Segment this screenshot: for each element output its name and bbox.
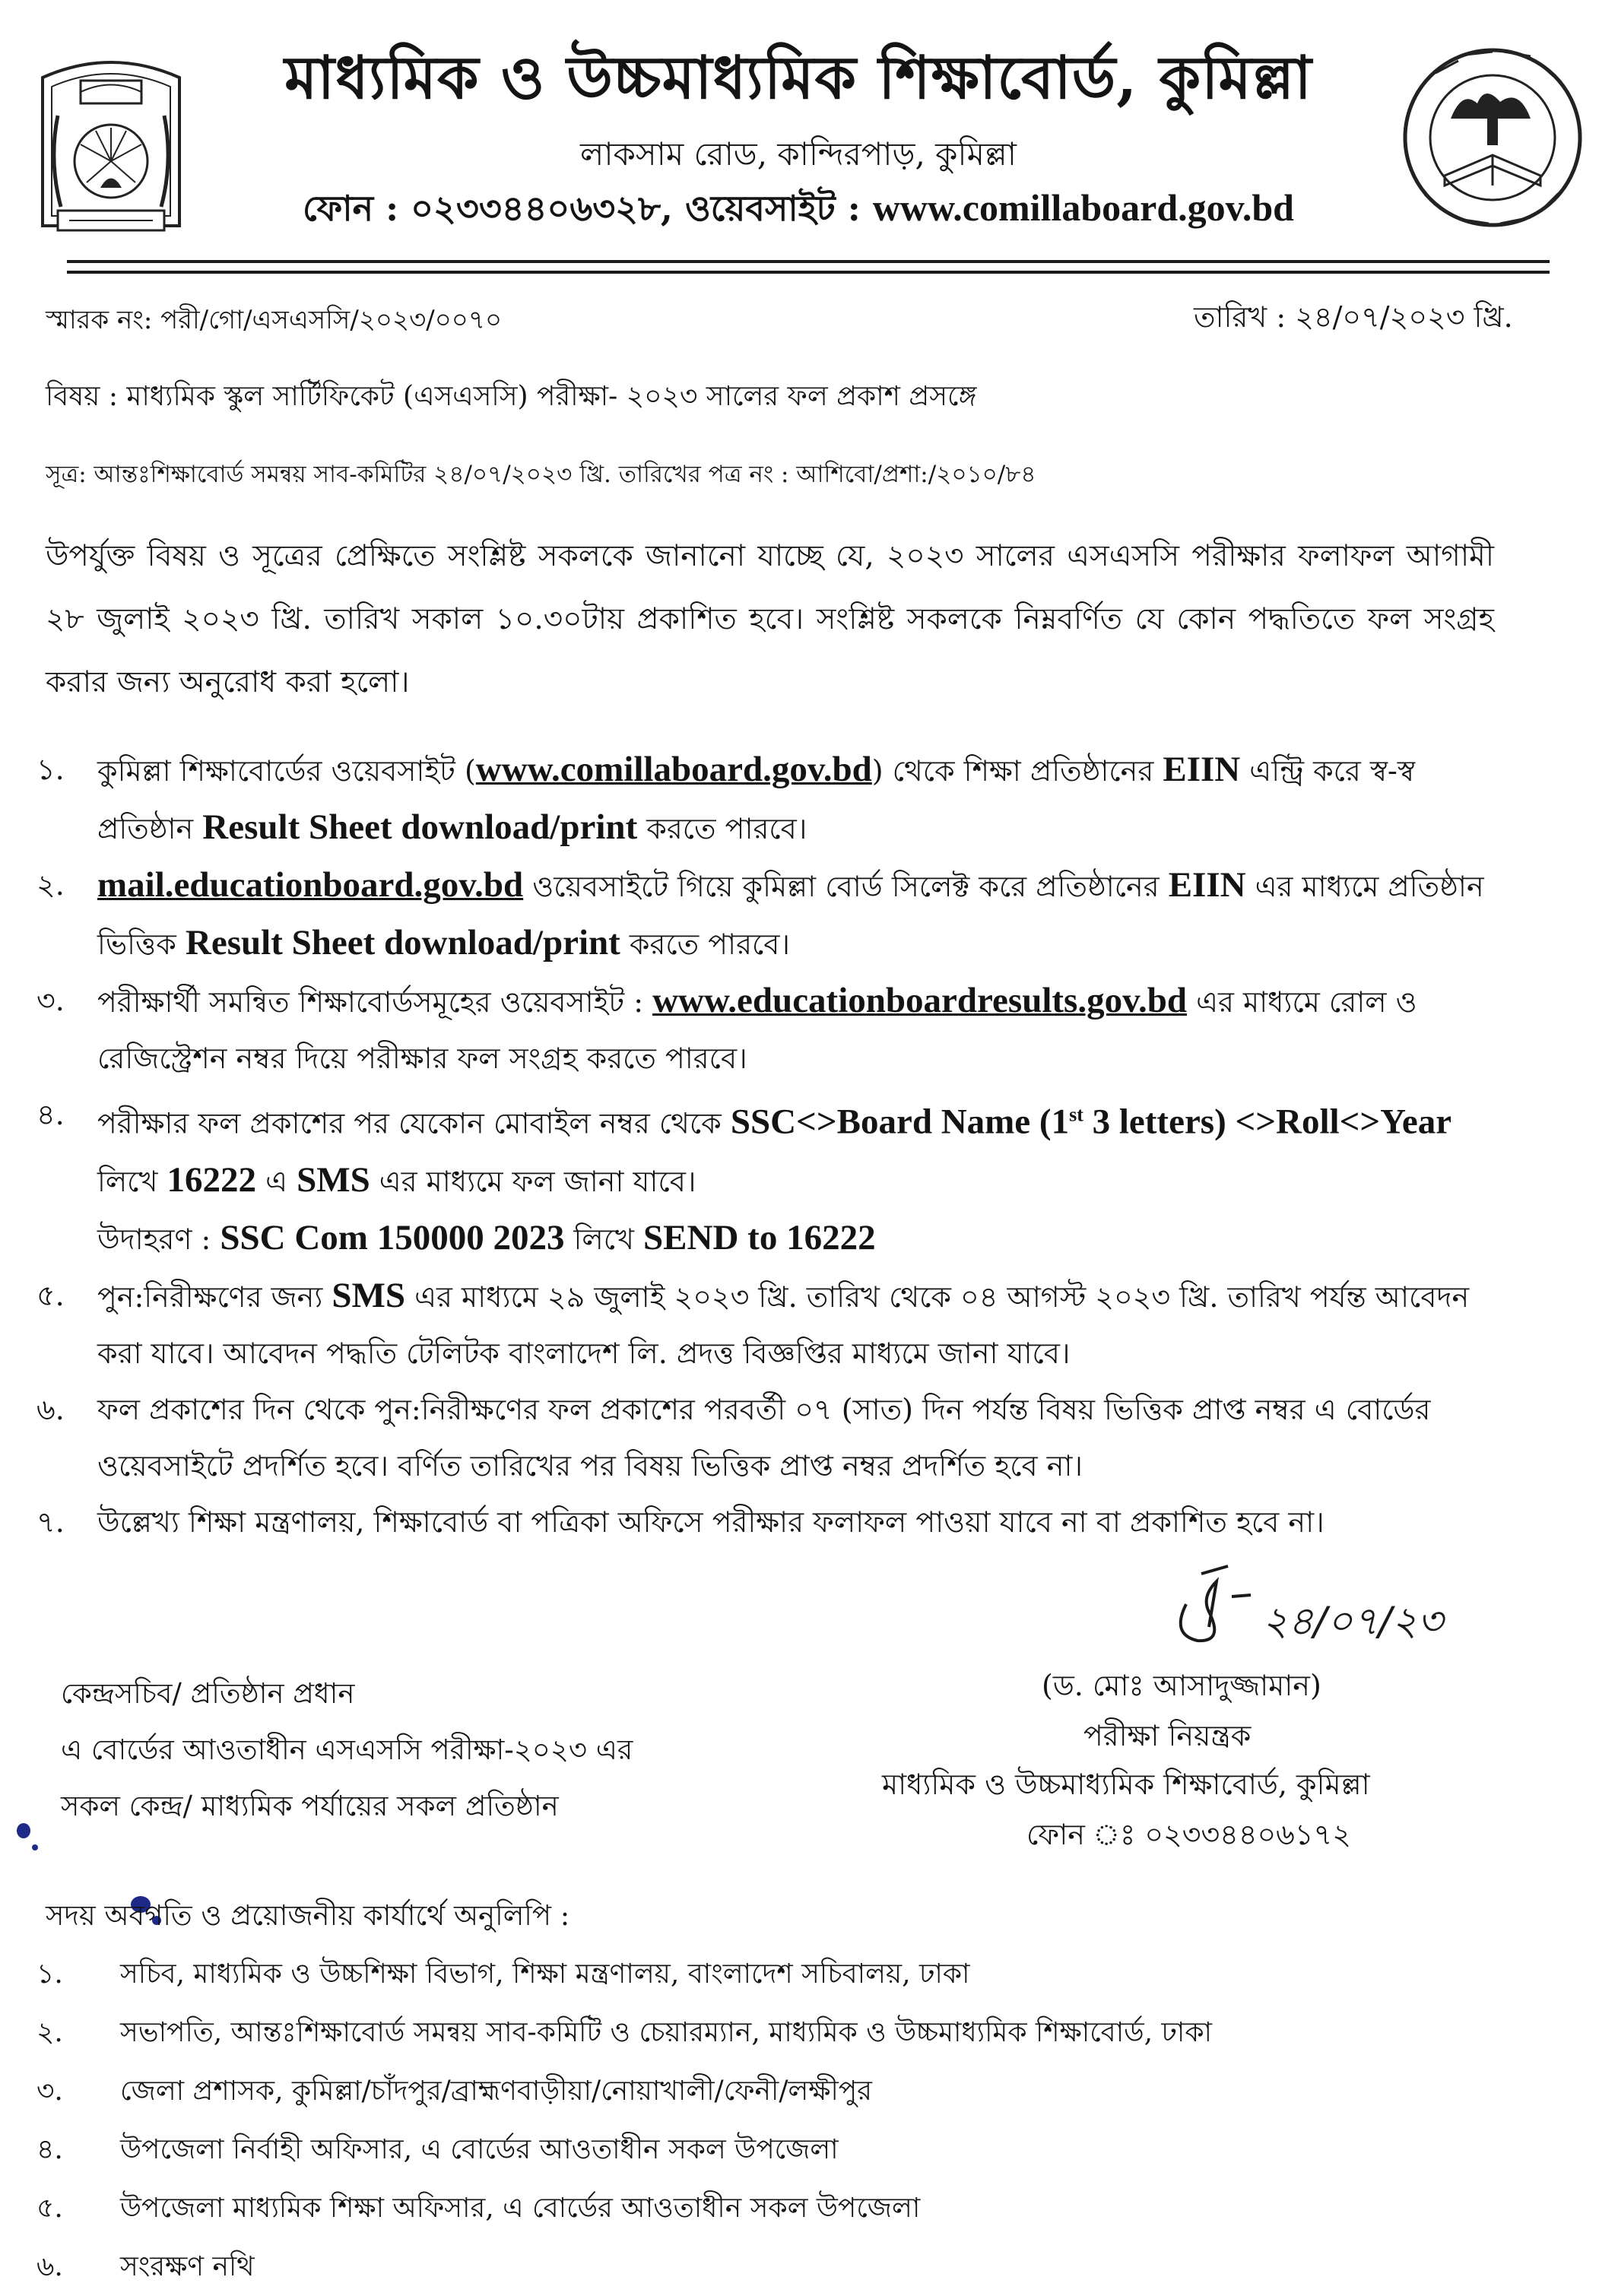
cc-number: ৬. <box>36 2251 63 2282</box>
sms-label: SMS <box>297 1159 370 1200</box>
sms-format-part: SSC<>Board Name (1 <box>730 1102 1070 1142</box>
cc-heading: সদয় অবগতি ও প্রয়োজনীয় কার্যার্থে অনুলিপি : <box>46 1899 570 1932</box>
commemorative-seal-icon <box>1398 43 1588 233</box>
cc-text: উপজেলা নির্বাহী অফিসার, এ বোর্ডের আওতাধীন সকল উপজেলা <box>120 2134 839 2165</box>
item-text: এর মাধ্যমে ফল জানা যাবে। <box>370 1164 696 1198</box>
cc-item <box>36 2003 1527 2062</box>
eiin-label: EIIN <box>1168 865 1246 905</box>
cc-number: ৫. <box>36 2193 63 2224</box>
example-send: SEND to 16222 <box>643 1217 876 1257</box>
list-item <box>36 1381 1500 1494</box>
list-number: ৪. <box>36 1098 65 1131</box>
item-text: পুন:নিরীক্ষণের জন্য <box>97 1280 332 1314</box>
cc-item <box>36 1945 1527 2003</box>
results-website-link[interactable]: www.educationboardresults.gov.bd <box>652 981 1188 1020</box>
ink-spot <box>32 1844 38 1850</box>
cc-number: ৩. <box>36 2076 63 2107</box>
example-sms: SSC Com 150000 2023 <box>220 1217 565 1257</box>
cc-number: ৪. <box>36 2134 63 2165</box>
cc-text: সংরক্ষণ নথি <box>120 2251 255 2282</box>
item-text: ফল প্রকাশের দিন থেকে পুন:নিরীক্ষণের ফল প্রকাশের পরবর্তী ০৭ (সাত) দিন পর্যন্ত বিষয় ভিত্তিক প্রাপ্ত নম্বর এ বোর্ডের ওয়েবসাইটে প্রদর্শিত হবে। বর্ণিত তারিখের পর বিষয় ভিত্তিক প্রাপ্ত নম্বর প্রদর্শিত হবে না। <box>97 1392 1431 1483</box>
list-item <box>36 972 1500 1086</box>
header-divider-top <box>67 260 1550 263</box>
board-crest-icon <box>27 55 195 245</box>
cc-text: উপজেলা মাধ্যমিক শিক্ষা অফিসার, এ বোর্ডের আওতাধীন সকল উপজেলা <box>120 2193 921 2224</box>
intro-paragraph: উপর্যুক্ত বিষয় ও সূত্রের প্রেক্ষিতে সংশ্লিষ্ট সকলকে জানানো যাচ্ছে যে, ২০২৩ সালের এসএসসি পরীক্ষার ফলাফল আগামী ২৮ জুলাই ২০২৩ খ্রি. তারিখ সকাল ১০.৩০টায় প্রকাশিত হবে। সংশ্লিষ্ট সকলকে নিম্নবর্ণিত যে কোন পদ্ধতিতে ফল সংগ্রহ করার জন্য অনুরোধ করা হলো। <box>46 539 1494 699</box>
recipient-line: এ বোর্ডের আওতাধীন এসএসসি পরীক্ষা-২০২৩ এর <box>61 1733 633 1766</box>
cc-text: জেলা প্রশাসক, কুমিল্লা/চাঁদপুর/ব্রাহ্মণবাড়ীয়া/নোয়াখালী/ফেনী/লক্ষীপুর <box>120 2076 872 2107</box>
copy-list <box>36 1945 1527 2296</box>
result-sheet-label: Result Sheet download/print <box>202 807 638 847</box>
sms-label: SMS <box>332 1275 406 1315</box>
ink-spot <box>17 1823 30 1838</box>
list-number: ৭. <box>36 1505 65 1539</box>
item-text: করতে পারবে। <box>637 812 807 845</box>
list-item <box>36 1267 1500 1381</box>
instruction-list <box>36 741 1500 1550</box>
signatory-phone: ফোন ঃ ০২৩৩৪৪০৬১৭২ <box>1026 1818 1351 1851</box>
eiin-label: EIIN <box>1163 750 1241 789</box>
result-sheet-label: Result Sheet download/print <box>185 923 620 962</box>
item-text: এন্ট্রি করে স্ব-স্ব প্রতিষ্ঠান <box>97 754 1416 845</box>
item-text: এর মাধ্যমে ২৯ জুলাই ২০২৩ খ্রি. তারিখ থেকে ০৪ আগস্ট ২০২৩ খ্রি. তারিখ পর্যন্ত আবেদন করা যাবে। আবেদন পদ্ধতি টেলিটক বাংলাদেশ লি. প্রদত্ত বিজ্ঞপ্তির মাধ্যমে জানা যাবে। <box>97 1280 1470 1370</box>
cc-item <box>36 2120 1527 2179</box>
mail-board-link[interactable]: mail.educationboard.gov.bd <box>97 865 524 905</box>
signatory-board: মাধ্যমিক ও উচ্চমাধ্যমিক শিক্ষাবোর্ড, কুমিল্লা <box>882 1768 1370 1801</box>
item-text: এ <box>256 1164 297 1198</box>
item-text: ওয়েবসাইটে গিয়ে কুমিল্লা বোর্ড সিলেক্ট করে প্রতিষ্ঠানের <box>523 870 1169 903</box>
list-item <box>36 857 1500 972</box>
board-name-heading: মাধ্যমিক ও উচ্চমাধ্যমিক শিক্ষাবোর্ড, কুমিল্লা <box>284 43 1312 113</box>
memo-number: স্মারক নং: পরী/গো/এসএসসি/২০২৩/০০৭০ <box>46 305 503 335</box>
recipient-line: কেন্দ্রসচিব/ প্রতিষ্ঠান প্রধান <box>61 1677 355 1710</box>
cc-text: সচিব, মাধ্যমিক ও উচ্চশিক্ষা বিভাগ, শিক্ষা মন্ত্রণালয়, বাংলাদেশ সচিবালয়, ঢাকা <box>120 1958 970 1990</box>
list-item <box>36 1086 1500 1267</box>
signatory-name: (ড. মোঃ আসাদুজ্জামান) <box>1042 1669 1321 1702</box>
cc-text: সভাপতি, আন্তঃশিক্ষাবোর্ড সমন্বয় সাব-কমিটি ও চেয়ারম্যান, মাধ্যমিক ও উচ্চমাধ্যমিক শিক্ষাবোর্ড, ঢাকা <box>120 2017 1212 2048</box>
recipient-line: সকল কেন্দ্র/ মাধ্যমিক পর্যায়ের সকল প্রতিষ্ঠান <box>61 1790 559 1822</box>
sms-format-part: 3 letters) <>Roll<>Year <box>1083 1102 1452 1142</box>
item-text: ) থেকে শিক্ষা প্রতিষ্ঠানের <box>871 754 1163 788</box>
superscript: st <box>1069 1103 1083 1125</box>
board-phone-label: ফোন : ০২৩৩৪৪০৬৩২৮, ওয়েবসাইট : <box>303 188 873 229</box>
header-divider-bottom <box>67 271 1550 274</box>
cc-number: ২. <box>36 2017 63 2048</box>
item-text: কুমিল্লা শিক্ষাবোর্ডের ওয়েবসাইট ( <box>97 754 476 788</box>
signatory-title: পরীক্ষা নিয়ন্ত্রক <box>1083 1719 1252 1752</box>
cc-number: ১. <box>36 1958 63 1990</box>
board-website: www.comillaboard.gov.bd <box>872 186 1294 229</box>
cc-item <box>36 2237 1527 2296</box>
list-item <box>36 1494 1500 1550</box>
list-number: ৬. <box>36 1392 65 1426</box>
subject-line: বিষয় : মাধ্যমিক স্কুল সার্টিফিকেট (এসএসসি) পরীক্ষা- ২০২৩ সালের ফল প্রকাশ প্রসঙ্গে <box>46 381 977 412</box>
item-text: পরীক্ষার্থী সমন্বিত শিক্ষাবোর্ডসমূহের ওয়েবসাইট : <box>97 985 653 1019</box>
list-item <box>36 741 1500 857</box>
item-text: লিখে <box>564 1222 644 1256</box>
list-number: ১. <box>36 753 65 786</box>
list-number: ২. <box>36 868 65 902</box>
board-contact <box>198 182 1399 240</box>
item-text: পরীক্ষার ফল প্রকাশের পর যেকোন মোবাইল নম্বর থেকে <box>97 1106 731 1140</box>
handwritten-date: ২৪/০৭/২৩ <box>1262 1599 1443 1644</box>
handwritten-signature <box>1156 1551 1483 1665</box>
board-address: লাকসাম রোড, কান্দিরপাড়, কুমিল্লা <box>580 135 1017 173</box>
item-text: লিখে <box>97 1164 167 1198</box>
item-text: করতে পারবে। <box>620 928 790 961</box>
issue-date: তারিখ : ২৪/০৭/২০২৩ খ্রি. <box>1194 300 1513 334</box>
item-text: এর মাধ্যমে রোল ও রেজিস্ট্রেশন নম্বর দিয়ে পরীক্ষার ফল সংগ্রহ করতে পারবে। <box>97 985 1417 1075</box>
website-link[interactable]: www.comillaboard.gov.bd <box>475 750 872 789</box>
item-text: এর মাধ্যমে প্রতিষ্ঠান ভিত্তিক <box>97 870 1484 961</box>
cc-item <box>36 2179 1527 2237</box>
cc-item <box>36 2062 1527 2120</box>
item-text: উল্লেখ্য শিক্ষা মন্ত্রণালয়, শিক্ষাবোর্ড বা পত্রিকা অফিসে পরীক্ষার ফলাফল পাওয়া যাবে না বা প্রকাশিত হবে না। <box>97 1505 1325 1539</box>
list-number: ৩. <box>36 984 65 1017</box>
list-number: ৫. <box>36 1278 65 1312</box>
reference-line: সূত্র: আন্তঃশিক্ষাবোর্ড সমন্বয় সাব-কমিটির ২৪/০৭/২০২৩ খ্রি. তারিখের পত্র নং : আশিবো/প্রশা:/২০১০/৮৪ <box>46 461 1036 488</box>
example-label: উদাহরণ : <box>97 1222 220 1256</box>
sms-number: 16222 <box>167 1159 256 1200</box>
